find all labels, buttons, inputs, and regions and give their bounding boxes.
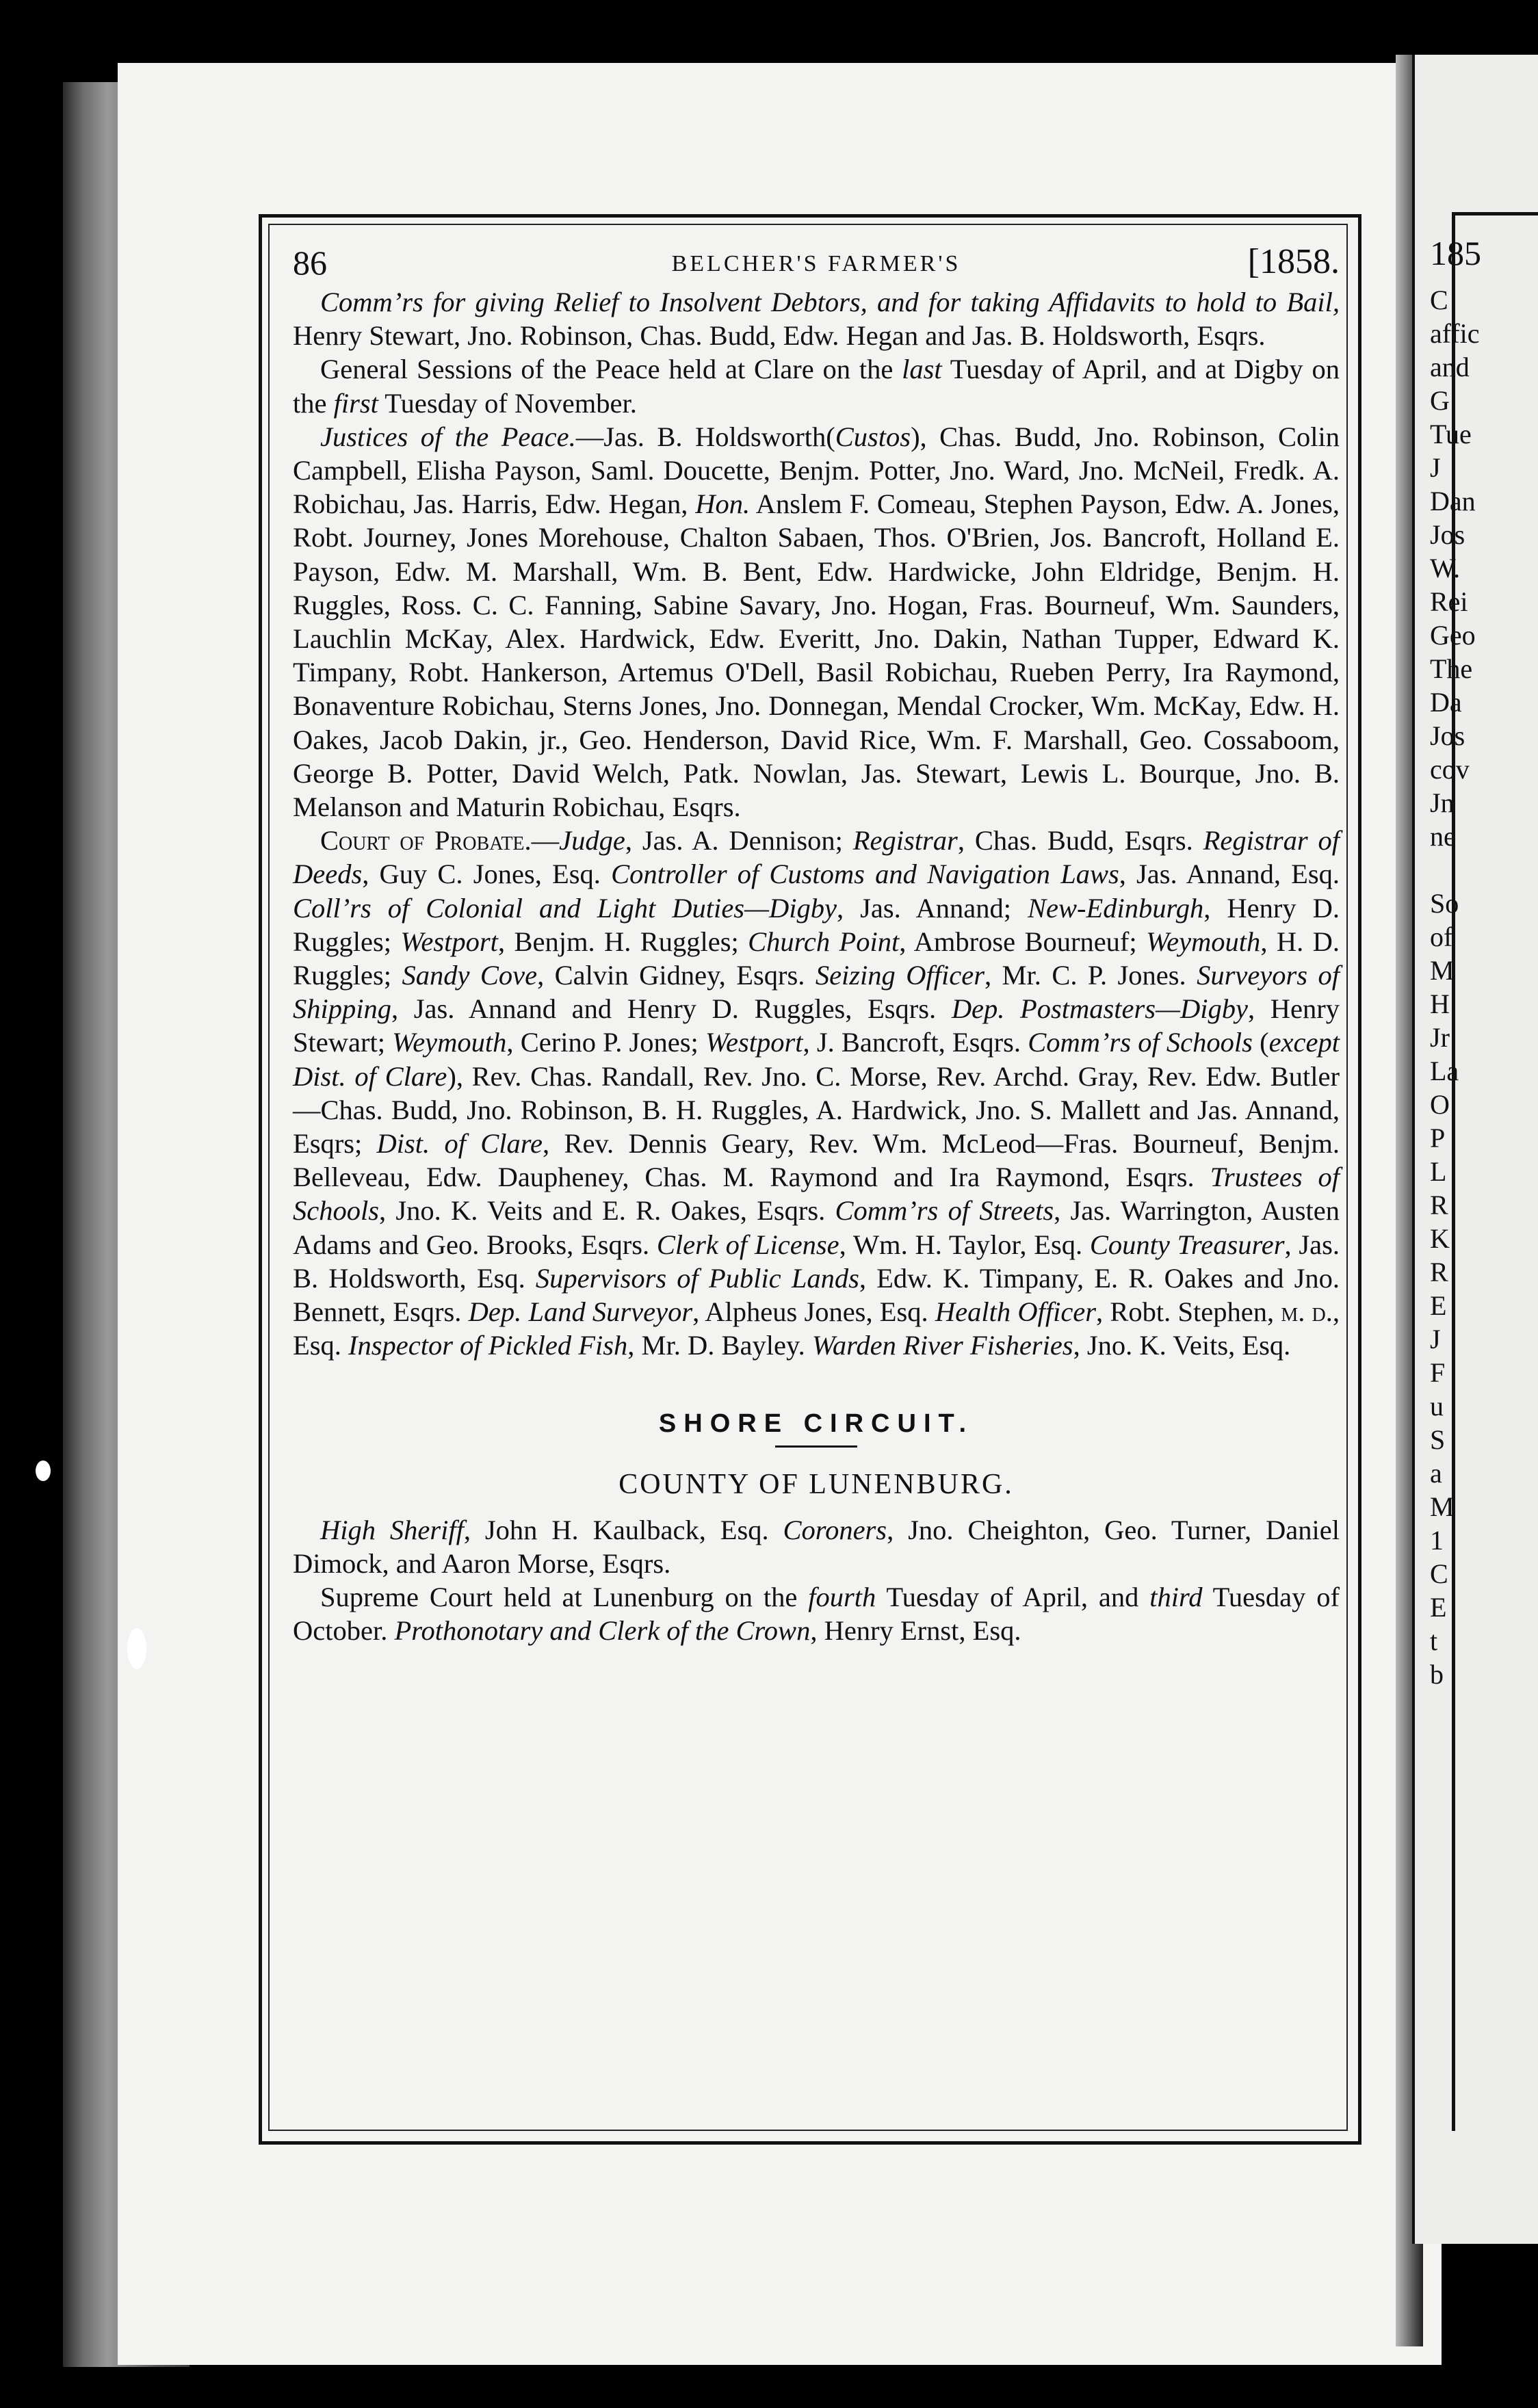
facing-line: b [1430, 1659, 1444, 1690]
text-run: Tuesday of April, and [876, 1581, 1150, 1612]
italic-run: County Treasurer [1089, 1229, 1285, 1260]
facing-line: O [1430, 1089, 1450, 1120]
italic-run: New-Edinburgh [1028, 892, 1204, 924]
facing-line: u [1430, 1391, 1444, 1422]
facing-line: Tue [1430, 419, 1472, 449]
italic-run: Dep. Postmasters—Digby [951, 993, 1249, 1025]
text-run: General Sessions of the Peace held at Clare on the [320, 354, 902, 385]
lunenburg-officials [293, 1513, 1340, 1648]
facing-page-text [1430, 233, 1538, 1691]
text-run: , Mr. C. P. Jones. [984, 960, 1197, 991]
paragraph [293, 1580, 1340, 1647]
text-run: , Cerino P. Jones; [506, 1027, 705, 1058]
heading-rule [775, 1445, 857, 1448]
facing-line: Jos [1430, 720, 1465, 751]
text-run: Supreme Court held at Lunenburg on the [320, 1581, 809, 1612]
text-run: Tuesday of October. [293, 1581, 1340, 1647]
italic-run: except Dist. of Clare [293, 1027, 1340, 1092]
italic-run: Dist. of Clare [376, 1128, 543, 1160]
facing-line: C [1430, 1558, 1448, 1589]
italic-run: Weymouth [1146, 926, 1261, 957]
facing-line: Jr [1430, 1022, 1450, 1053]
text-run: ( [1252, 1027, 1269, 1058]
text-run: , Jas. B. Holdsworth, Esq. [293, 1229, 1340, 1294]
italic-run: fourth [808, 1581, 876, 1612]
facing-line: M [1430, 1491, 1455, 1522]
italic-run: third [1149, 1581, 1203, 1612]
paragraph [293, 824, 1340, 1362]
italic-run: Church Point [748, 926, 900, 957]
text-run: , Jno. K. Veits, Esq. [1073, 1330, 1291, 1361]
text-run: , Rev. Dennis Geary, Rev. Wm. McLeod—Fras. Bourneuf, Benjm. Belleveau, Edw. Daupheney, Chas. M. Raymond and Ira Raymond, Esqrs. [293, 1128, 1340, 1193]
italic-run: Coroners [783, 1514, 887, 1545]
italic-run: Westport [705, 1027, 803, 1058]
italic-run: Comm’rs for giving Relief to Insolvent Debtors, and for taking Affidavits to hold to Bail, [320, 287, 1340, 317]
italic-run: Comm’rs of Streets [835, 1195, 1054, 1227]
italic-run: Supervisors of Public Lands [535, 1262, 859, 1294]
text-run: , Edw. K. Timpany, E. R. Oakes and Jno. Bennett, Esqrs. [293, 1262, 1340, 1328]
text-run: ), Rev. Chas. Randall, Rev. Jno. C. Morse, Rev. Archd. Gray, Rev. Edw. Butler—Chas. Budd, Jno. Robinson, B. H. Ruggles, A. Hardwick, Jno. S. Mallett and Jas. Annand, Esqrs; [293, 1060, 1340, 1160]
text-run: , H. D. Ruggles; [293, 926, 1340, 991]
paragraph [293, 1513, 1340, 1580]
facing-line: Da [1430, 687, 1462, 718]
facing-line: M [1430, 955, 1455, 986]
italic-run: Sandy Cove [402, 960, 538, 991]
italic-run: Warden River Fisheries [811, 1330, 1073, 1361]
text-run: , Henry Stewart; [293, 993, 1340, 1058]
italic-run: Clerk of License [656, 1229, 839, 1260]
facing-line: P [1430, 1123, 1446, 1153]
text-run: Henry Stewart, Jno. Robinson, Chas. Budd, Edw. Hegan and Jas. B. Holdsworth, Esqrs. [293, 320, 1266, 352]
facing-line: affic [1430, 318, 1480, 349]
facing-line: So [1430, 888, 1459, 919]
italic-run: Custos [835, 421, 911, 452]
paper-blemish [36, 1461, 51, 1481]
facing-line: R [1430, 1190, 1448, 1220]
text-run: , Jno. K. Veits and E. R. Oakes, Esqrs. [379, 1195, 835, 1227]
italic-run: Judge [559, 825, 625, 856]
facing-line: 1 [1430, 1525, 1444, 1556]
facing-line: cov [1430, 754, 1470, 785]
italic-run: Health Officer [935, 1296, 1097, 1328]
running-year: [1858. [1247, 242, 1340, 281]
facing-line: H [1430, 989, 1450, 1019]
text-run: , Ambrose Bourneuf; [899, 926, 1147, 957]
facing-line: E [1430, 1290, 1447, 1321]
text-run: , John H. Kaulback, Esq. [463, 1514, 783, 1545]
running-head [293, 243, 1340, 284]
text-run: Anslem F. Comeau, Stephen Payson, Edw. A. Jones, Robt. Journey, Jones Morehouse, Chalton Sabaen, Thos. O'Brien, Jos. Bancroft, Holland E. Payson, Edw. M. Marshall, Wm. B. Bent, Edw. Hardwicke, John Eldridge, Benjm. H. Ruggles, Ross. C. C. Fanning, Sabine Savary, Jno. Hogan, Fras. Bourneuf, Wm. Saunders, Lauchlin McKay, Alex. Hardwick, Edw. Everitt, Jno. Dakin, Nathan Tupper, Edward K. Timpany, Robt. Hankerson, Artemus O'Dell, Basil Robichau, Rueben Perry, Ira Raymond, Bonaventure Robichau, Sterns Jones, Jno. Donnegan, Mendal Crocker, Wm. McKay, Edw. H. Oakes, Jacob Dakin, jr., Geo. Henderson, David Rice, Wm. F. Marshall, Geo. Cossaboom, George B. Potter, David Welch, Patk. Nowlan, Jas. Stewart, Lewis L. Bourque, Jno. B. Melanson and Maturin Robichau, Esqrs. [293, 488, 1340, 823]
text-run: , Calvin Gidney, Esqrs. [537, 960, 816, 991]
paragraph [293, 352, 1340, 419]
facing-line: Dan [1430, 486, 1476, 516]
text-run: —Jas. B. Holdsworth( [575, 421, 835, 452]
paper-blemish [127, 1628, 146, 1669]
county-heading: COUNTY OF LUNENBURG. [618, 1468, 1014, 1500]
italic-run: Justices of the Peace. [320, 421, 576, 452]
italic-run: High Sheriff [320, 1514, 464, 1545]
text-run: Tuesday of November. [378, 387, 637, 419]
facing-line: Geo [1430, 620, 1476, 651]
text-run: , Jas. Annand; [837, 892, 1028, 924]
text-run: , Jas. Annand and Henry D. Ruggles, Esqrs. [391, 993, 952, 1025]
italic-run: first [333, 387, 378, 419]
text-run: m. d. [1281, 1296, 1333, 1328]
text-run: , Chas. Budd, Esqrs. [957, 825, 1203, 856]
facing-line: G [1430, 385, 1450, 416]
facing-line: R [1430, 1257, 1448, 1287]
italic-run: Surveyors of Shipping [293, 960, 1340, 1025]
text-run: , Henry D. Ruggles; [293, 892, 1340, 957]
text-run: , Jas. Annand, Esq. [1119, 859, 1340, 890]
italic-run: Registrar [852, 825, 958, 856]
italic-run: Hon. [695, 488, 751, 520]
facing-line [1430, 853, 1538, 887]
facing-line: S [1430, 1424, 1446, 1455]
text-run: , Esq. [293, 1296, 1340, 1361]
facing-line: ne [1430, 821, 1456, 852]
italic-run: Inspector of Pickled Fish [348, 1330, 628, 1361]
italic-run: Dep. Land Surveyor [468, 1296, 693, 1328]
facing-line: and [1430, 352, 1470, 382]
text-run: , Wm. H. Taylor, Esq. [839, 1229, 1090, 1260]
facing-line: E [1430, 1592, 1447, 1623]
facing-line: C [1430, 285, 1448, 315]
text-run: , Jas. Warrington, Austen Adams and Geo. Brooks, Esqrs. [293, 1195, 1340, 1260]
digby-county-officials [293, 285, 1340, 1363]
facing-line: K [1430, 1223, 1450, 1254]
text-run: , J. Bancroft, Esqrs. [803, 1027, 1028, 1058]
facing-page-lines [1430, 283, 1538, 1691]
facing-page-header: 185 [1430, 234, 1481, 272]
facing-line: W. [1430, 553, 1461, 584]
section-heading: SHORE CIRCUIT. [658, 1409, 974, 1438]
italic-run: Westport [400, 926, 498, 957]
paragraph [293, 285, 1340, 352]
text-run: , Jas. A. Dennison; [625, 825, 853, 856]
text-run: , Benjm. H. Ruggles; [497, 926, 748, 957]
facing-line: J [1430, 1324, 1441, 1354]
facing-line: F [1430, 1357, 1446, 1388]
text-run: , Alpheus Jones, Esq. [692, 1296, 935, 1328]
running-title: BELCHER'S FARMER'S [671, 251, 961, 276]
facing-line: Rei [1430, 586, 1468, 617]
text-run: , Mr. D. Bayley. [627, 1330, 812, 1361]
paragraph [293, 420, 1340, 824]
text-run: , Henry Ernst, Esq. [810, 1615, 1021, 1647]
italic-run: Weymouth [392, 1027, 507, 1058]
text-run: , Robt. Stephen, [1096, 1296, 1281, 1328]
text-run: , Jno. Cheighton, Geo. Turner, Daniel Dimock, and Aaron Morse, Esqrs. [293, 1514, 1340, 1579]
italic-run: Registrar of Deeds [293, 825, 1340, 890]
page-number: 86 [293, 244, 327, 282]
facing-line: The [1430, 653, 1473, 684]
italic-run: Comm’rs of Schools [1028, 1027, 1253, 1058]
italic-run: Controller of Customs and Navigation Laws [611, 859, 1119, 890]
italic-run: last [902, 354, 942, 385]
italic-run: Prothonotary and Clerk of the Crown [394, 1615, 811, 1647]
text-run: ), Chas. Budd, Jno. Robinson, Colin Campbell, Elisha Payson, Saml. Doucette, Benjm. Potter, Jno. Ward, Jno. McNeil, Fredk. A. Robichau, Jas. Harris, Edw. Hegan, [293, 421, 1340, 520]
facing-line: La [1430, 1056, 1459, 1086]
text-run: Tuesday of April, and at Digby on the [293, 354, 1340, 419]
text-run: — [531, 825, 560, 856]
facing-line: of [1430, 921, 1453, 952]
facing-line: L [1430, 1156, 1447, 1187]
text-run: Court of Probate. [320, 825, 532, 856]
page-content [293, 243, 1340, 1647]
facing-line: Jos [1430, 519, 1465, 550]
facing-line: J [1430, 452, 1441, 483]
text-run: , Guy C. Jones, Esq. [362, 859, 612, 890]
italic-run: Trustees of Schools [293, 1162, 1340, 1227]
facing-line: a [1430, 1458, 1442, 1489]
facing-line: t [1430, 1625, 1438, 1656]
italic-run: Coll’rs of Colonial and Light Duties—Digby [293, 892, 837, 924]
italic-run: Seizing Officer [815, 960, 985, 991]
facing-line: Jn [1430, 787, 1455, 818]
